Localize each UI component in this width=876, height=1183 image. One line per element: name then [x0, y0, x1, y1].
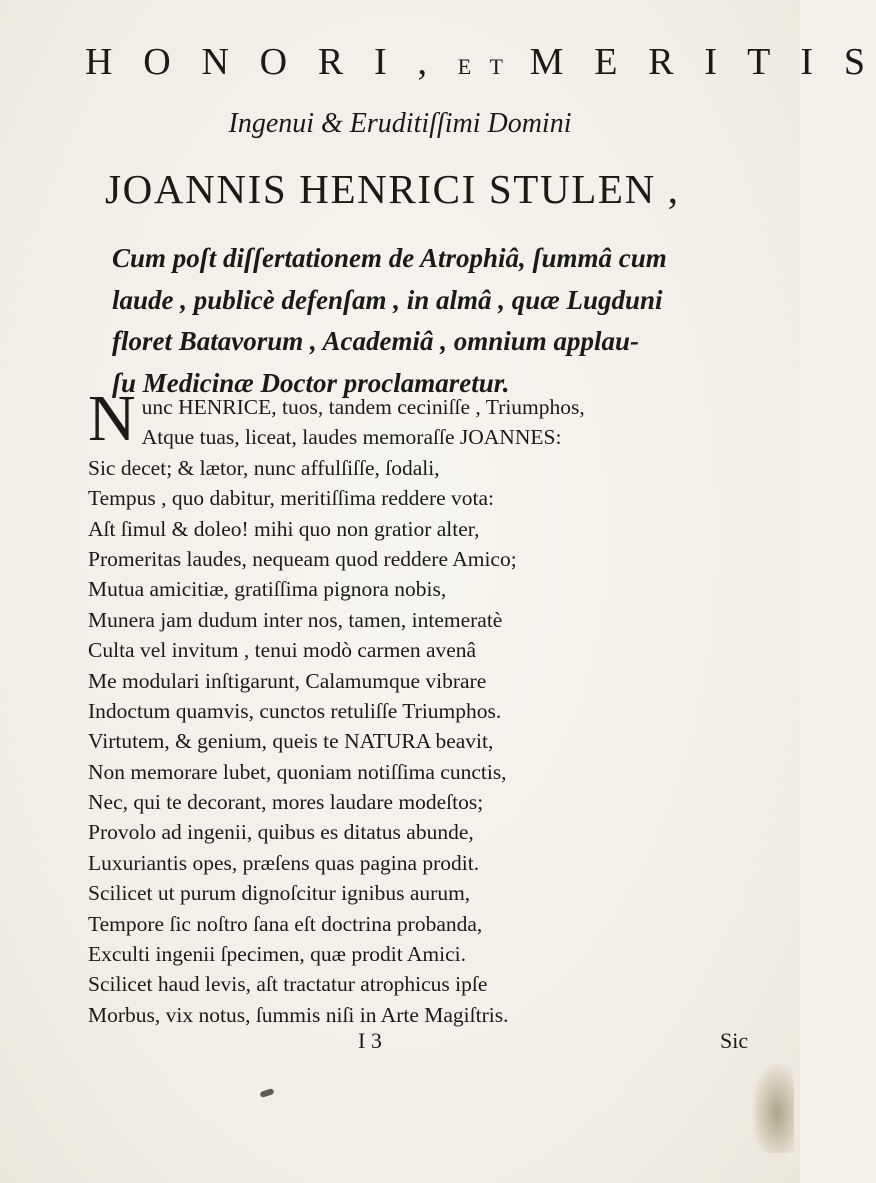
- honoree-name: JOANNIS HENRICI STULEN ,: [105, 166, 680, 212]
- poem-line: Luxuriantis opes, præſens quas pagina prodit.: [88, 850, 480, 875]
- signature-mark: I 3: [358, 1028, 382, 1053]
- poem-line: Munera jam dudum inter nos, tamen, intemeratè: [88, 607, 503, 632]
- poem-line: unc HENRICE, tuos, tandem ceciniſſe , Triumphos,: [141, 395, 585, 419]
- heading-honori-text: H O N O R I ,: [85, 41, 438, 83]
- dedication-heading: [85, 40, 876, 84]
- heading-meritis-text: M E R I T I S: [529, 41, 876, 83]
- poem-line: Provolo ad ingenii, quibus es ditatus abunde,: [88, 820, 474, 845]
- poem-line: Exculti ingenii ſpecimen, quæ prodit Amici.: [88, 942, 466, 967]
- poem-line: Scilicet ut purum dignoſcitur ignibus aurum,: [88, 881, 471, 906]
- catchword: Sic: [720, 1028, 749, 1053]
- poem-line: Non memorare lubet, quoniam notiſſima cunctis,: [88, 759, 507, 784]
- poem-line: Tempore ſic noſtro ſana eſt doctrina probanda,: [88, 911, 483, 936]
- poem-line: Tempus , quo dabitur, meritiſſima reddere vota:: [88, 486, 495, 511]
- dedication-line: floret Batavorum , Academiâ , omnium applau-: [112, 326, 640, 356]
- poem-line: Nec, qui te decorant, mores laudare modeſtos;: [88, 790, 484, 815]
- poem-line: Culta vel invitum , tenui modò carmen avenâ: [88, 638, 477, 663]
- dedication-line: laude , publicè defenſam , in almâ , quæ Lugduni: [112, 284, 663, 315]
- poem-line: Aſt ſimul & doleo! mihi quo non gratior alter,: [88, 516, 480, 541]
- paper-stain: [752, 1063, 794, 1153]
- dedication-line: Cum poſt diſſertationem de Atrophiâ, ſummâ cum: [112, 243, 667, 273]
- ink-speck: [259, 1088, 274, 1098]
- poem-line: Sic decet; & lætor, nunc affulſiſſe, ſodali,: [88, 455, 440, 480]
- honorific-subheading: Ingenui & Eruditiſſimi Domini: [228, 108, 572, 139]
- poem-line: Indoctum quamvis, cunctos retuliſſe Triumphos.: [88, 698, 502, 723]
- poem-line: Atque tuas, liceat, laudes memoraſſe JOANNES:: [141, 425, 562, 450]
- poem-line: Virtutem, & genium, queis te NATURA beavit,: [88, 729, 494, 754]
- poem-line: Morbus, vix notus, ſummis niſi in Arte Magiſtris.: [88, 1002, 509, 1027]
- poem-line: Me modulari inſtigarunt, Calamumque vibrare: [88, 668, 487, 693]
- drop-cap: N: [88, 382, 136, 455]
- poem-line: Mutua amicitiæ, gratiſſima pignora nobis,: [88, 577, 447, 602]
- poem-line: Promeritas laudes, nequeam quod reddere Amico;: [88, 546, 517, 571]
- poem-line: Scilicet haud levis, aſt tractatur atrophicus ipſe: [88, 972, 488, 997]
- dedication-paragraph: [112, 238, 772, 404]
- heading-et-text: E T: [457, 54, 510, 79]
- dedication-line: ſu Medicinæ Doctor proclamaretur.: [112, 367, 510, 398]
